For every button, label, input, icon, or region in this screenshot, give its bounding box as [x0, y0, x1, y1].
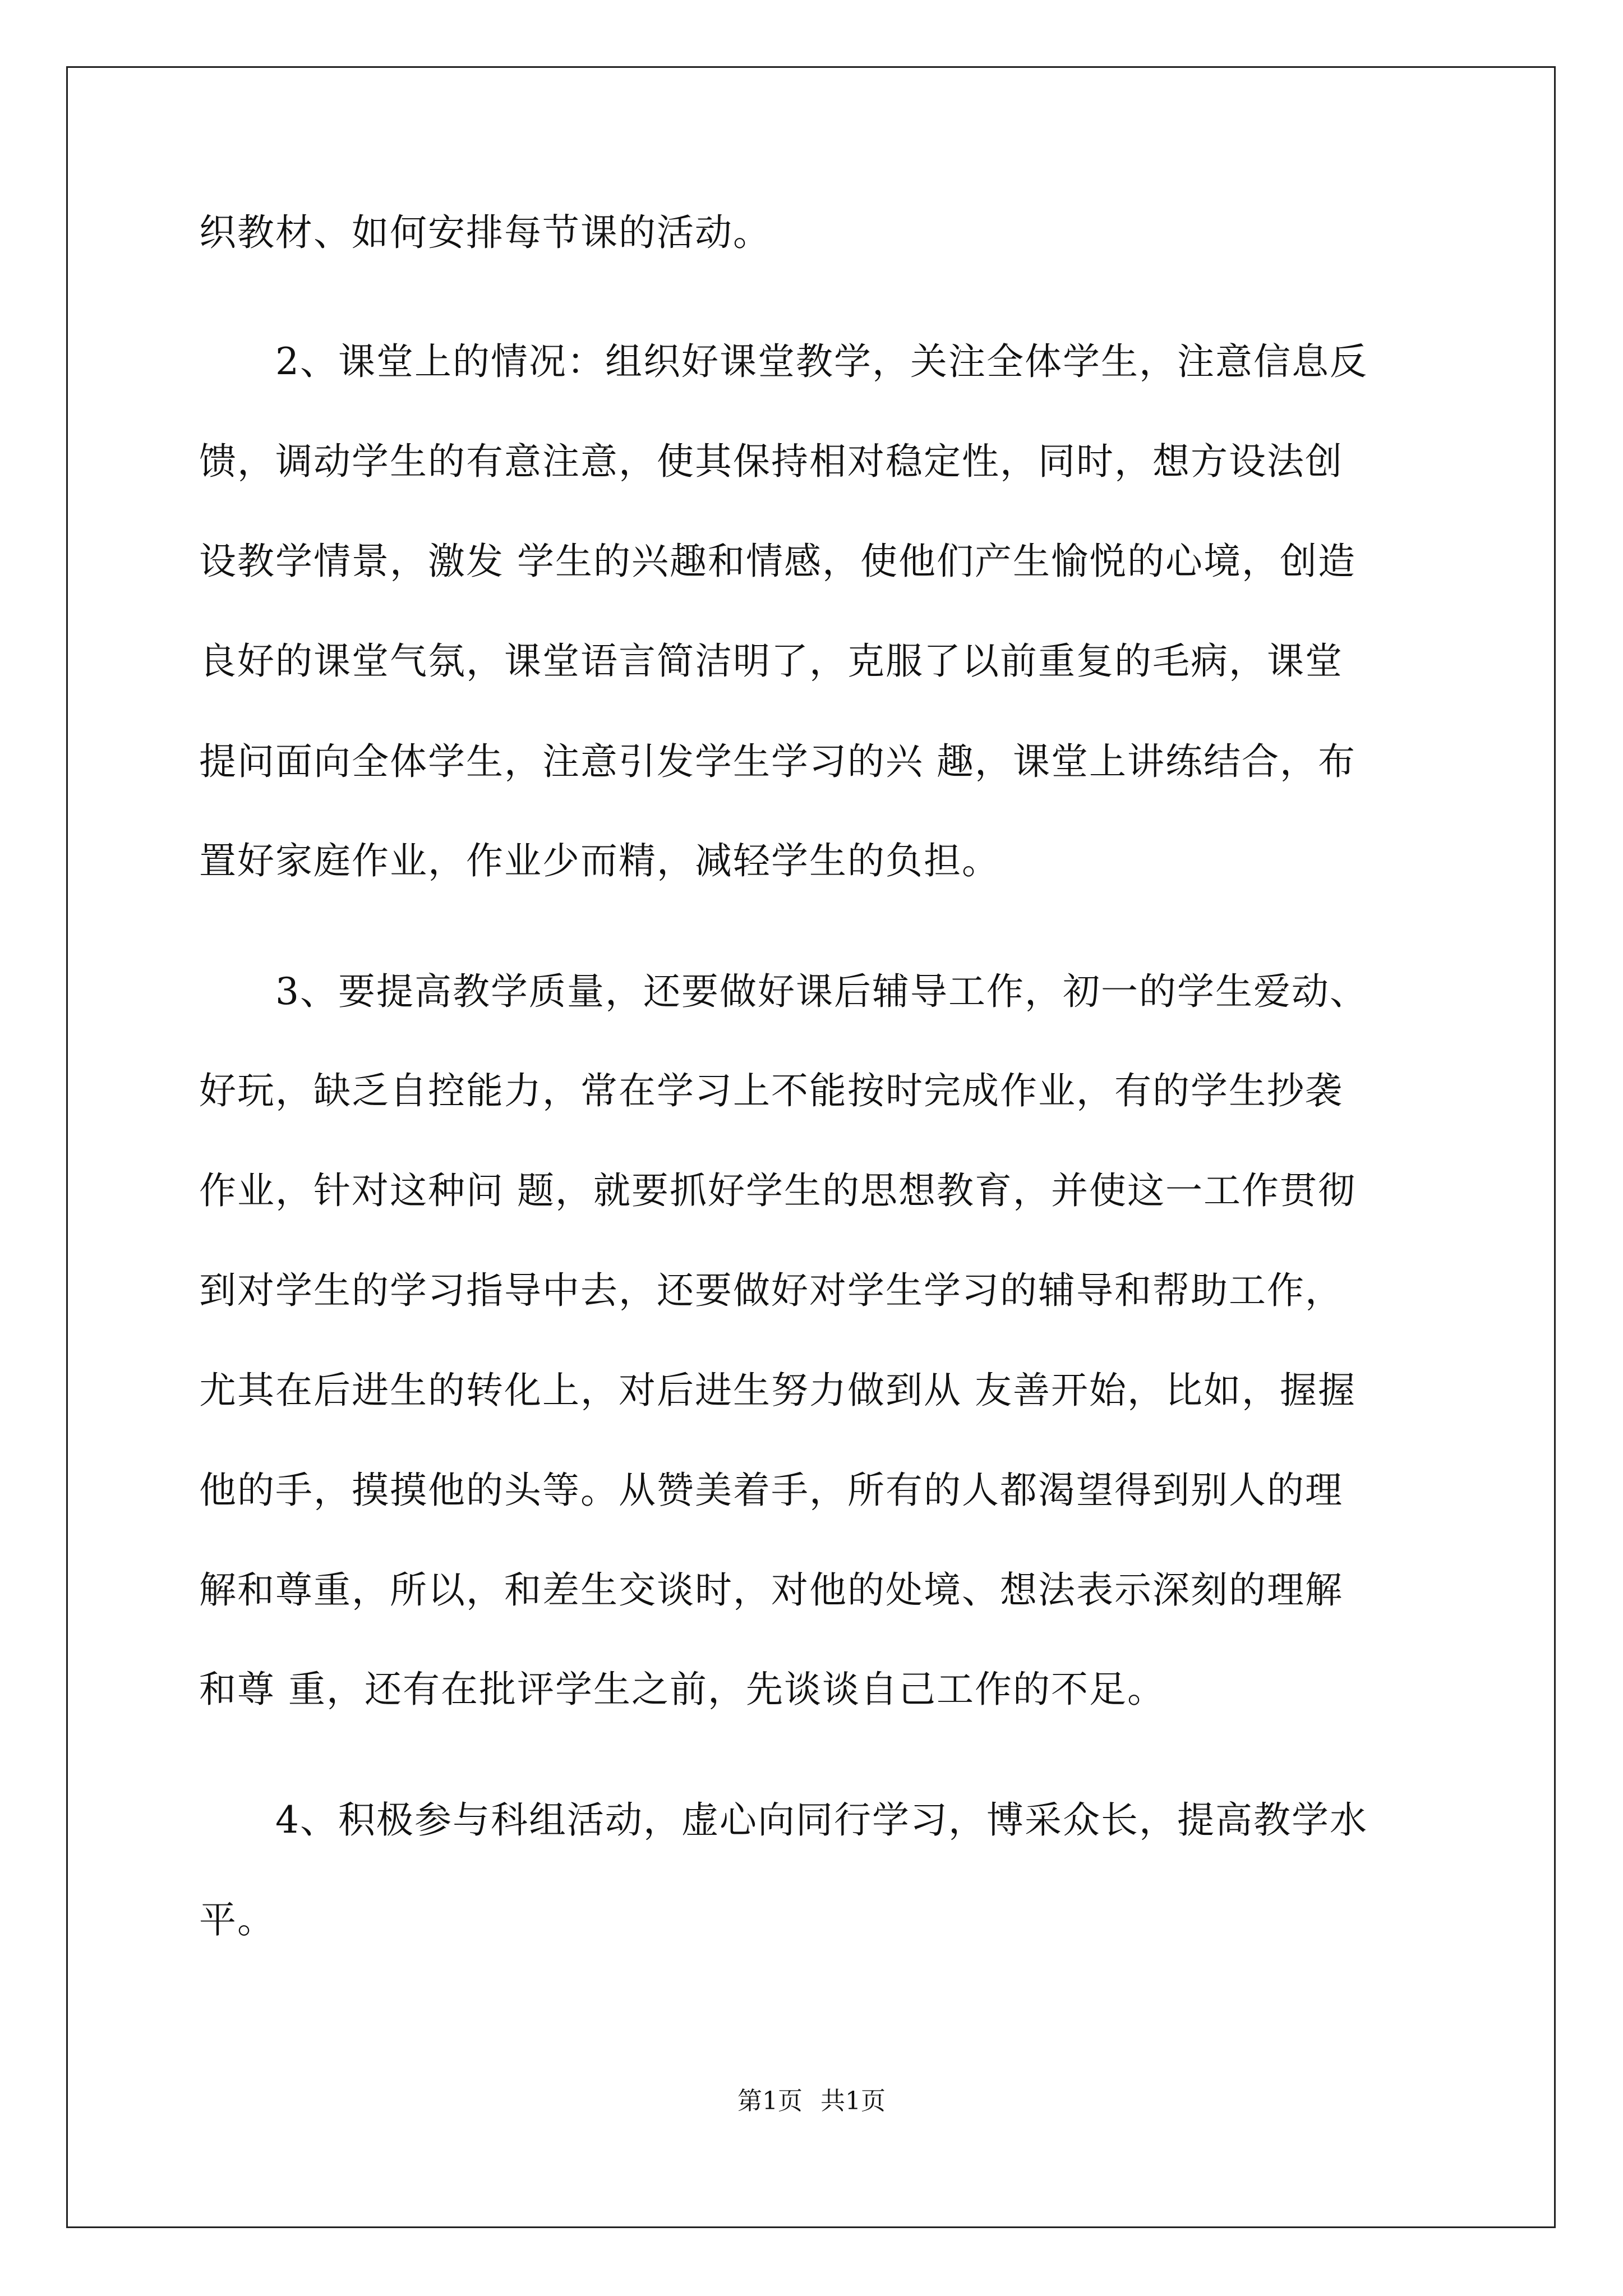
page-number-total: 共1页 [820, 2087, 886, 2115]
paragraph-3-line-1: 3、要提高教学质量，还要做好课后辅导工作，初一的学生爱动、 [199, 970, 1368, 1013]
text-line: 作业，针对这种问 题，就要抓好学生的思想教育，并使这一工作贯彻 [199, 1169, 1356, 1212]
text-line: 置好家庭作业，作业少而精，减轻学生的负担。 [199, 839, 1000, 882]
paragraph-4-line-1: 4、积极参与科组活动，虚心向同行学习，博采众长，提高教学水 [199, 1798, 1368, 1842]
text-line: 织教材、如何安排每节课的活动。 [199, 211, 771, 254]
page-footer [0, 2086, 1623, 2117]
paragraph-2-line-1: 2、课堂上的情况：组织好课堂教学，关注全体学生，注意信息反 [199, 340, 1368, 383]
text-line: 到对学生的学习指导中去，还要做好对学生学习的辅导和帮助工作， [199, 1269, 1343, 1312]
text-line: 好玩，缺乏自控能力，常在学习上不能按时完成作业，有的学生抄袭 [199, 1069, 1343, 1112]
text-line: 解和尊重，所以，和差生交谈时，对他的处境、想法表示深刻的理解 [199, 1568, 1343, 1612]
text-line: 和尊 重，还有在批评学生之前，先谈谈自己工作的不足。 [199, 1668, 1165, 1711]
text-line: 平。 [199, 1898, 275, 1941]
text-line: 馈，调动学生的有意注意，使其保持相对稳定性，同时，想方设法创 [199, 440, 1343, 483]
text-line: 良好的课堂气氛，课堂语言简洁明了，克服了以前重复的毛病，课堂 [199, 639, 1343, 683]
text-line: 他的手，摸摸他的头等。从赞美着手，所有的人都渴望得到别人的理 [199, 1469, 1343, 1512]
text-line: 设教学情景，激发 学生的兴趣和情感，使他们产生愉悦的心境，创造 [199, 540, 1356, 583]
text-line: 提问面向全体学生，注意引发学生学习的兴 趣，课堂上讲练结合，布 [199, 740, 1356, 783]
page-number-current: 第1页 [737, 2087, 803, 2115]
text-line: 尤其在后进生的转化上，对后进生努力做到从 友善开始，比如，握握 [199, 1369, 1356, 1412]
